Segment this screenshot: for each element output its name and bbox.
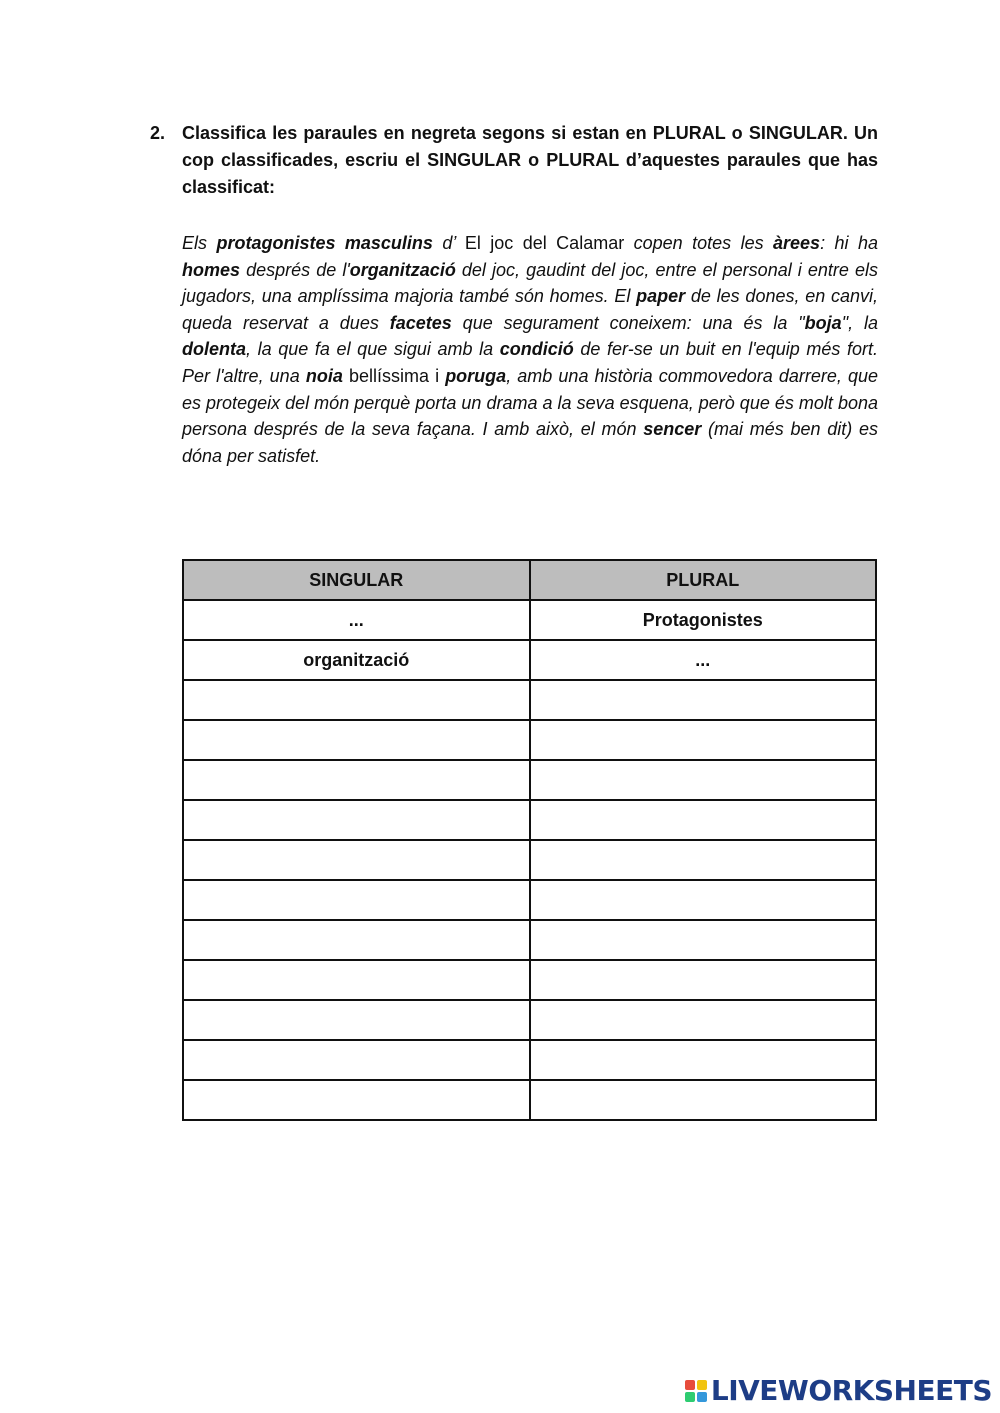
singular-answer-input[interactable]	[199, 1009, 513, 1032]
table-row	[183, 760, 876, 800]
passage-text: després de l'	[240, 259, 350, 280]
bold-word: dolenta	[182, 339, 247, 360]
plural-answer-input[interactable]	[546, 689, 860, 712]
table-row	[183, 600, 876, 640]
passage-text: , amb una història commovedora darrere, que es protegeix del món perquè porta un drama a la seva esquena, però que és molt bona persona després de la seva façana. I amb això, el món	[182, 365, 879, 440]
question	[150, 120, 878, 201]
bold-word: facetes	[389, 312, 452, 333]
bold-word: àrees	[773, 233, 821, 253]
singular-cell: ...	[183, 600, 530, 640]
logo-text: LIVEWORKSHEETS	[710, 1374, 992, 1407]
plural-answer-input[interactable]	[546, 729, 860, 752]
table-row	[183, 680, 876, 720]
logo-square	[685, 1380, 695, 1390]
singular-cell	[183, 760, 530, 800]
plural-answer-input[interactable]	[546, 889, 860, 912]
plural-answer-input[interactable]	[546, 1009, 860, 1032]
plural-cell	[530, 800, 877, 840]
table-row	[183, 920, 876, 960]
question-text: Classifica les paraules en negreta segons si estan en PLURAL o SINGULAR. Un cop classificades, escriu el SINGULAR o PLURAL d’aquestes paraules que has classificat:	[182, 123, 878, 197]
table-row	[183, 800, 876, 840]
singular-answer-input[interactable]	[199, 929, 513, 952]
passage-text: bellíssima i	[342, 365, 446, 386]
bold-word: organització	[349, 259, 456, 280]
table-row	[183, 1080, 876, 1120]
passage-text: copen totes les	[624, 233, 774, 253]
singular-cell	[183, 1040, 530, 1080]
plural-answer-input[interactable]	[546, 1089, 860, 1112]
table-row	[183, 960, 876, 1000]
table-header-row	[183, 560, 876, 600]
plural-cell	[530, 760, 877, 800]
singular-answer-input[interactable]	[199, 849, 513, 872]
plural-answer-input[interactable]	[546, 809, 860, 832]
singular-answer-input[interactable]	[199, 689, 513, 712]
plural-cell: ...	[530, 640, 877, 680]
singular-answer-input[interactable]	[199, 1089, 513, 1112]
singular-answer-input[interactable]	[199, 889, 513, 912]
plural-cell	[530, 960, 877, 1000]
header-plural: PLURAL	[530, 560, 877, 600]
passage-text: del joc, gaudint del joc, entre el personal i entre els jugadors, una amplíssima majoria també són homes. El	[182, 259, 879, 307]
logo-square	[697, 1380, 707, 1390]
plural-answer-input[interactable]	[546, 769, 860, 792]
passage-text: , la que fa el que sigui amb la	[246, 339, 500, 360]
singular-cell	[183, 1000, 530, 1040]
plural-answer-input[interactable]	[546, 929, 860, 952]
bold-word: sencer	[643, 419, 702, 440]
passage-text: : hi ha	[820, 233, 878, 253]
singular-cell: organització	[183, 640, 530, 680]
plural-cell	[530, 720, 877, 760]
singular-cell	[183, 720, 530, 760]
logo-square	[685, 1392, 695, 1402]
singular-cell	[183, 880, 530, 920]
table-row	[183, 840, 876, 880]
passage-text: ", la	[841, 312, 878, 333]
table-row	[183, 1000, 876, 1040]
singular-answer-input[interactable]	[199, 729, 513, 752]
singular-cell	[183, 920, 530, 960]
bold-word: homes	[182, 259, 241, 280]
passage-text: d’	[432, 233, 465, 253]
singular-cell	[183, 680, 530, 720]
plural-cell	[530, 1080, 877, 1120]
plural-cell: Protagonistes	[530, 600, 877, 640]
bold-word: noia	[305, 365, 343, 386]
logo-squares-icon	[685, 1380, 707, 1402]
singular-cell	[183, 800, 530, 840]
bold-word: poruga	[445, 365, 507, 386]
plural-cell	[530, 1040, 877, 1080]
passage-text: Els	[182, 233, 217, 253]
table-row	[183, 880, 876, 920]
bold-word: condició	[499, 339, 574, 360]
plural-cell	[530, 840, 877, 880]
passage-text: de les dones, en canvi, queda reservat a dues	[182, 286, 878, 333]
singular-answer-input[interactable]	[199, 969, 513, 992]
logo-square	[697, 1392, 707, 1402]
question-number: 2.	[150, 123, 166, 143]
liveworksheets-logo	[685, 1374, 992, 1407]
bold-word: paper	[636, 286, 686, 307]
classification-table	[182, 559, 877, 1121]
table-body	[183, 600, 876, 1120]
plural-cell	[530, 880, 877, 920]
bold-word: protagonistes masculins	[216, 233, 433, 253]
reading-passage	[182, 230, 878, 469]
passage-title: El joc del Calamar	[464, 233, 625, 253]
plural-cell	[530, 680, 877, 720]
passage-text: que segurament coneixem: una és la "	[451, 312, 805, 333]
plural-cell	[530, 920, 877, 960]
header-singular: SINGULAR	[183, 560, 530, 600]
table-row	[183, 720, 876, 760]
bold-word: boja	[804, 312, 842, 333]
plural-cell	[530, 1000, 877, 1040]
singular-answer-input[interactable]	[199, 1049, 513, 1072]
table-row	[183, 1040, 876, 1080]
singular-cell	[183, 960, 530, 1000]
plural-answer-input[interactable]	[546, 849, 860, 872]
singular-cell	[183, 840, 530, 880]
plural-answer-input[interactable]	[546, 969, 860, 992]
singular-cell	[183, 1080, 530, 1120]
passage-text: (mai més ben dit) es dóna per satisfet.	[182, 419, 878, 466]
table-row	[183, 640, 876, 680]
plural-answer-input[interactable]	[546, 1049, 860, 1072]
passage-text: de fer-se un buit en l'equip més fort. Per l'altre, una	[182, 339, 878, 386]
singular-answer-input[interactable]	[199, 769, 513, 792]
singular-answer-input[interactable]	[199, 809, 513, 832]
